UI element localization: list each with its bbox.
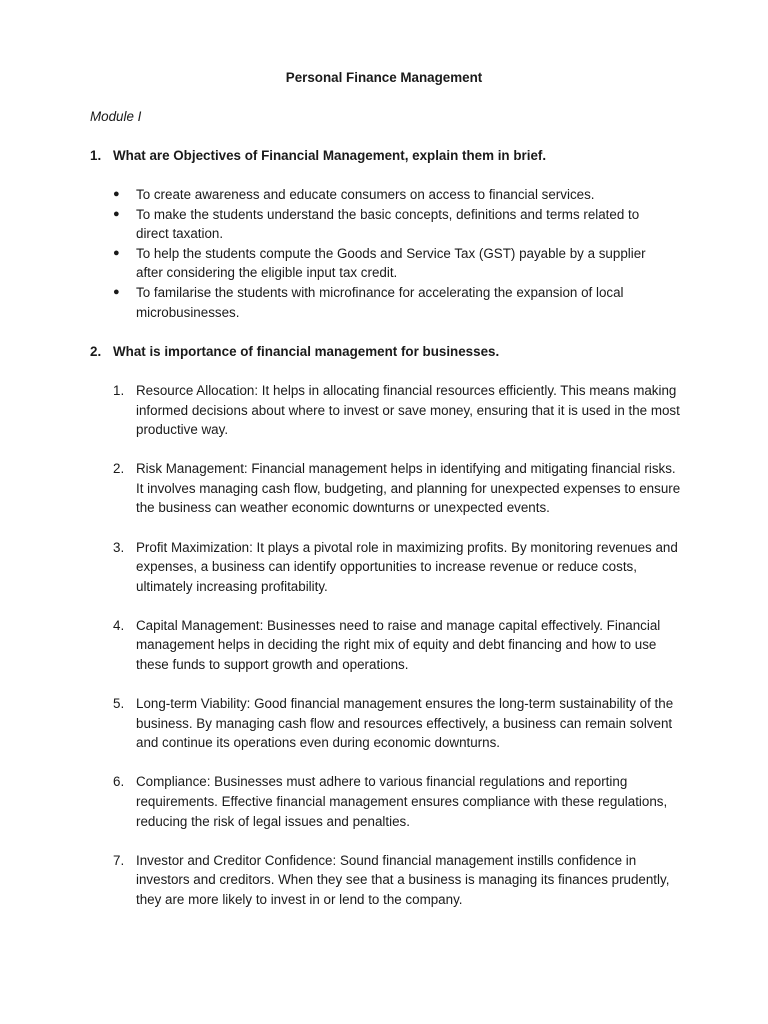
document-title: Personal Finance Management [285, 70, 483, 85]
bullet-icon: ● [113, 246, 120, 259]
item-text: Risk Management: Financial management helps in identifying and mitigating financial risks. It involves managing cash flow, budgeting, and planning for unexpected expenses to ensure the business can weather economic downturns or unexpected events. [136, 461, 681, 516]
item-number: 2. [113, 461, 125, 477]
item-text: Resource Allocation: It helps in allocating financial resources efficiently. This means making informed decisions about where to invest or save money, ensuring that it is used in the most productive way. [136, 383, 680, 438]
bullet-text: To make the students understand the basic concepts, definitions and terms related to direct taxation. [136, 206, 640, 242]
item-text: Long-term Viability: Good financial management ensures the long-term sustainability of the business. By managing cash flow and resources effectively, a business can remain solvent and continue its operations even during economic downturns. [136, 696, 674, 751]
list-item [0, 283, 656, 322]
list-item [0, 381, 682, 459]
question-2-number: 2. [90, 344, 102, 359]
item-number: 4. [113, 617, 125, 633]
item-text: Profit Maximization: It plays a pivotal role in maximizing profits. By monitoring revenues and expenses, a business can identify opportunities to increase revenue or reduce costs, ultimately increasing profitability. [136, 539, 678, 594]
question-2 [90, 342, 690, 362]
item-text: Compliance: Businesses must adhere to various financial regulations and reporting requirements. Effective financial management ensures compliance with these regulations, reducing the risk of legal issues and penalties. [136, 774, 668, 829]
list-item [0, 851, 682, 929]
importance-list [0, 381, 768, 929]
bullet-icon: ● [113, 188, 120, 200]
item-text: Capital Management: Businesses need to raise and manage capital effectively. Financial management helps in deciding the right mix of equity and debt financing and how to use these funds to support growth and operations. [136, 617, 661, 673]
bullet-icon: ● [113, 285, 120, 298]
item-text: Investor and Creditor Confidence: Sound financial management instills confidence in investors and creditors. When they see that a business is managing its finances prudently, they are more likely to invest in or lend to the company. [136, 852, 670, 907]
item-number: 5. [113, 696, 125, 712]
item-number: 6. [113, 774, 125, 790]
question-1 [90, 146, 690, 166]
bullet-text: To familarise the students with microfinance for accelerating the expansion of local microbusinesses. [136, 284, 624, 320]
list-item [0, 185, 656, 205]
question-2-text: What is importance of financial management for businesses. [113, 344, 500, 359]
list-item [0, 538, 682, 616]
list-item [0, 694, 682, 772]
list-item [0, 459, 682, 537]
item-number: 3. [113, 539, 125, 555]
module-heading: Module I [90, 109, 142, 124]
list-item [0, 205, 656, 244]
question-1-text: What are Objectives of Financial Management, explain them in brief. [113, 148, 547, 163]
item-number: 7. [113, 852, 125, 868]
bullet-text: To help the students compute the Goods and Service Tax (GST) payable by a supplier after considering the eligible input tax credit. [136, 245, 646, 281]
list-item [0, 244, 656, 283]
list-item [0, 616, 682, 694]
question-1-number: 1. [90, 148, 102, 163]
bullet-text: To create awareness and educate consumers on access to financial services. [136, 187, 595, 202]
objectives-list [0, 185, 768, 322]
item-number: 1. [113, 383, 125, 398]
bullet-icon: ● [113, 207, 120, 220]
list-item [0, 772, 682, 850]
